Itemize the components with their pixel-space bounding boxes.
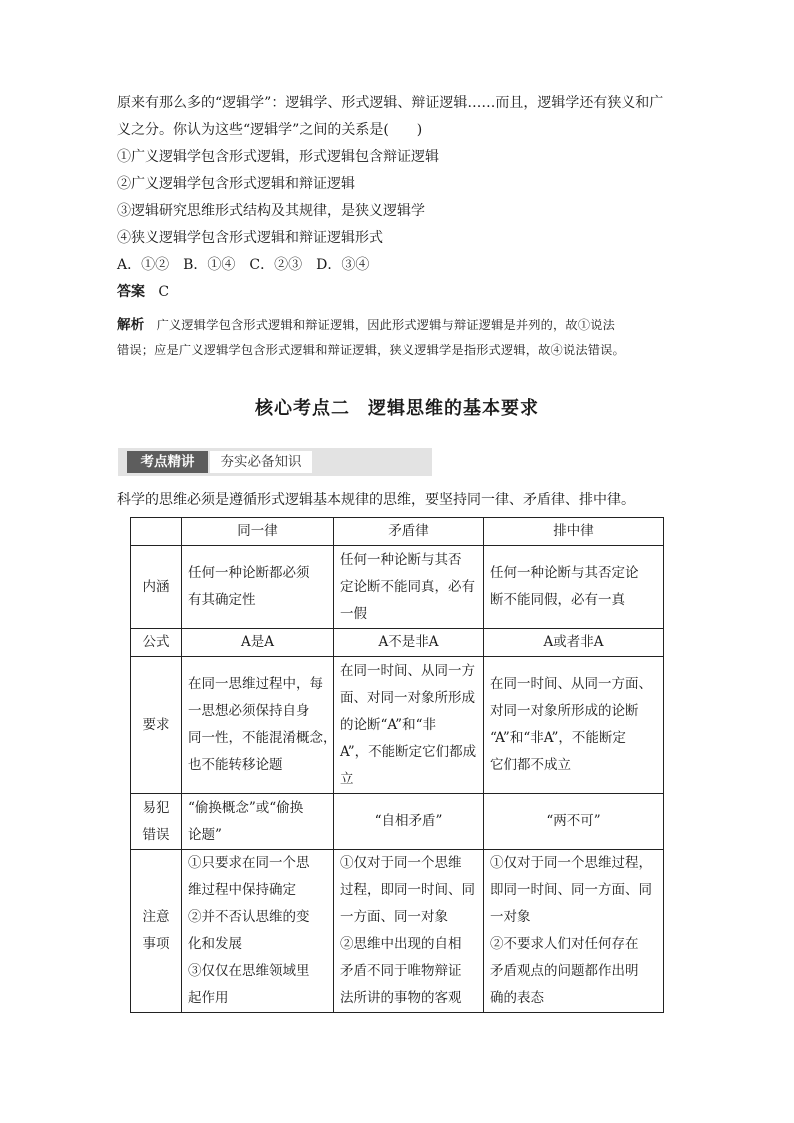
row-label: 公式 bbox=[131, 629, 182, 657]
badge-tag: 考点精讲 bbox=[127, 451, 208, 473]
table-cell: 在同一思维过程中，每 一思想必须保持自身 同一性，不能混淆概念， 也不能转移论题 bbox=[182, 657, 334, 794]
section-title bbox=[0, 394, 794, 420]
table-row bbox=[131, 794, 664, 850]
header-cell: 同一律 bbox=[182, 518, 334, 546]
table-row bbox=[131, 546, 664, 629]
option-1: ①广义逻辑学包含形式逻辑，形式逻辑包含辩证逻辑 bbox=[117, 149, 439, 165]
table-cell: “自相矛盾” bbox=[334, 794, 484, 850]
table-cell: A不是非A bbox=[334, 629, 484, 657]
table-row bbox=[131, 657, 664, 794]
option-2: ②广义逻辑学包含形式逻辑和辩证逻辑 bbox=[117, 176, 355, 192]
badge-subtitle: 夯实必备知识 bbox=[210, 451, 312, 473]
answer-value: C bbox=[158, 284, 170, 300]
table-row bbox=[131, 629, 664, 657]
header-cell bbox=[131, 518, 182, 546]
table-header-row bbox=[131, 518, 664, 546]
table-cell: ①仅对于同一个思维过程， 即同一时间、同一方面、同 一对象 ②不要求人们对任何存在 矛盾观点的问题都作出明 确的表态 bbox=[484, 850, 664, 1013]
table-cell: 任何一种论断与其否定论 断不能同假，必有一真 bbox=[484, 546, 664, 629]
header-cell: 排中律 bbox=[484, 518, 664, 546]
question-block bbox=[117, 90, 682, 306]
intro-text: 科学的思维必须是遵循形式逻辑基本规律的思维，要坚持同一律、矛盾律、排中律。 bbox=[117, 492, 635, 508]
analysis-text: 广义逻辑学包含形式逻辑和辩证逻辑，因此形式逻辑与辩证逻辑是并列的，故①说法 bbox=[156, 318, 615, 332]
option-3: ③逻辑研究思维形式结构及其规律，是狭义逻辑学 bbox=[117, 203, 425, 219]
table-cell: ①仅对于同一个思维 过程，即同一时间、同 一方面、同一对象 ②思维中出现的自相 矛盾不同于唯物辩证 法所讲的事物的客观 bbox=[334, 850, 484, 1013]
badge-bar bbox=[118, 448, 432, 476]
table-cell: 在同一时间、从同一方 面、对同一对象所形成 的论断“A”和“非 A”，不能断定它们都成 立 bbox=[334, 657, 484, 794]
table-row bbox=[131, 850, 664, 1013]
header-cell: 矛盾律 bbox=[334, 518, 484, 546]
table-cell: 任何一种论断与其否 定论断不能同真，必有 一假 bbox=[334, 546, 484, 629]
analysis-line bbox=[117, 313, 687, 338]
option-4: ④狭义逻辑学包含形式逻辑和辩证逻辑形式 bbox=[117, 230, 383, 246]
table-cell: A或者非A bbox=[484, 629, 664, 657]
question-line: 义之分。你认为这些“逻辑学”之间的关系是( ) bbox=[117, 122, 423, 138]
table-cell: ①只要求在同一个思 维过程中保持确定 ②并不否认思维的变 化和发展 ③仅仅在思维领域里 起作用 bbox=[182, 850, 334, 1013]
table-cell: “两不可” bbox=[484, 794, 664, 850]
row-label: 易犯 错误 bbox=[131, 794, 182, 850]
section-title-main: 逻辑思维的基本要求 bbox=[368, 398, 539, 419]
analysis-line: 错误；应是广义逻辑学包含形式逻辑和辩证逻辑，狭义逻辑学是指形式逻辑，故④说法错误。 bbox=[117, 343, 625, 357]
analysis-block bbox=[117, 313, 687, 363]
row-label: 注意 事项 bbox=[131, 850, 182, 1013]
analysis-label: 解析 bbox=[117, 317, 145, 333]
row-label: 内涵 bbox=[131, 546, 182, 629]
logic-rules-table bbox=[130, 517, 664, 1013]
row-label: 要求 bbox=[131, 657, 182, 794]
choices-line: A．①② B．①④ C．②③ D．③④ bbox=[117, 257, 370, 273]
section-title-prefix: 核心考点二 bbox=[255, 398, 350, 419]
question-line: 原来有那么多的“逻辑学”：逻辑学、形式逻辑、辩证逻辑……而且，逻辑学还有狭义和广 bbox=[117, 95, 664, 111]
answer-label: 答案 bbox=[117, 284, 145, 300]
answer-line bbox=[117, 279, 682, 306]
table-cell: A是A bbox=[182, 629, 334, 657]
table-cell: 任何一种论断都必须 有其确定性 bbox=[182, 546, 334, 629]
table-cell: 在同一时间、从同一方面、 对同一对象所形成的论断 “A”和“非A”，不能断定 它们都不成立 bbox=[484, 657, 664, 794]
table-cell: “偷换概念”或“偷换 论题” bbox=[182, 794, 334, 850]
